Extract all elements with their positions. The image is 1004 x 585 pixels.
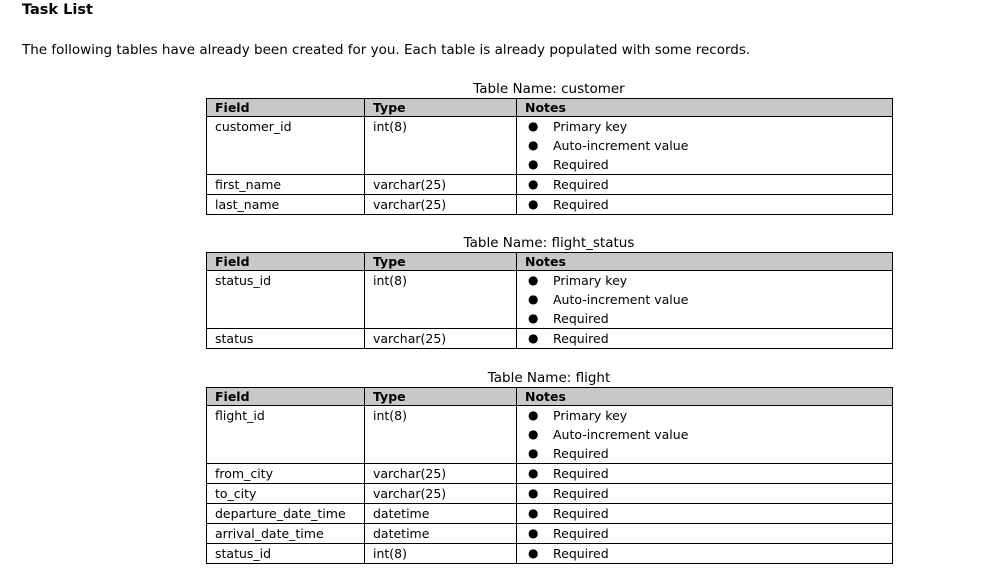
table-block-flight — [206, 370, 892, 564]
type-cell: int(8) — [365, 117, 517, 175]
table-block-flight-status — [206, 235, 892, 349]
notes-cell — [517, 524, 893, 544]
bullet-icon: ● — [528, 427, 539, 441]
bullet-icon: ● — [528, 506, 539, 520]
bullet-icon: ● — [528, 446, 539, 460]
table-name: Table Name: flight — [487, 370, 611, 386]
table-row — [207, 524, 893, 544]
note-item — [525, 309, 892, 328]
bullet-icon: ● — [528, 197, 539, 211]
notes-cell — [517, 406, 893, 464]
table-row — [207, 406, 893, 464]
notes-cell — [517, 329, 893, 349]
notes-list — [525, 504, 892, 523]
table-row — [207, 544, 893, 564]
field-cell: flight_id — [207, 406, 365, 464]
header-type: Type — [365, 388, 517, 406]
note-item — [525, 484, 892, 503]
bullet-icon: ● — [528, 138, 539, 152]
notes-cell — [517, 464, 893, 484]
type-cell: int(8) — [365, 544, 517, 564]
note-text: Primary key — [553, 408, 628, 423]
notes-list — [525, 544, 892, 563]
type-cell: varchar(25) — [365, 484, 517, 504]
table-row — [207, 175, 893, 195]
notes-cell — [517, 544, 893, 564]
header-notes: Notes — [517, 99, 893, 117]
table-row — [207, 195, 893, 215]
header-notes: Notes — [517, 253, 893, 271]
table-row — [207, 484, 893, 504]
bullet-icon: ● — [528, 408, 539, 422]
note-item — [525, 271, 892, 290]
note-text: Required — [553, 466, 609, 481]
type-cell: datetime — [365, 524, 517, 544]
bullet-icon: ● — [528, 311, 539, 325]
notes-list — [525, 117, 892, 174]
intro-text: The following tables have already been created for you. Each table is already populated with some records. — [22, 42, 751, 58]
type-cell: datetime — [365, 504, 517, 524]
notes-list — [525, 524, 892, 543]
header-field: Field — [207, 99, 365, 117]
field-cell: first_name — [207, 175, 365, 195]
field-cell: to_city — [207, 484, 365, 504]
notes-cell — [517, 117, 893, 175]
notes-cell — [517, 195, 893, 215]
bullet-icon: ● — [528, 119, 539, 133]
type-cell: int(8) — [365, 271, 517, 329]
note-text: Required — [553, 546, 609, 561]
table-header-row — [207, 388, 893, 406]
table-header-row — [207, 253, 893, 271]
note-item — [525, 175, 892, 194]
page-title: Task List — [22, 2, 93, 18]
note-text: Required — [553, 177, 609, 192]
header-type: Type — [365, 99, 517, 117]
notes-list — [525, 464, 892, 483]
note-item — [525, 195, 892, 214]
header-field: Field — [207, 388, 365, 406]
bullet-icon: ● — [528, 526, 539, 540]
note-text: Primary key — [553, 273, 628, 288]
note-text: Required — [553, 331, 609, 346]
note-text: Required — [553, 526, 609, 541]
field-cell: last_name — [207, 195, 365, 215]
bullet-icon: ● — [528, 486, 539, 500]
bullet-icon: ● — [528, 466, 539, 480]
header-notes: Notes — [517, 388, 893, 406]
bullet-icon: ● — [528, 273, 539, 287]
note-text: Auto-increment value — [553, 427, 689, 442]
field-cell: status_id — [207, 271, 365, 329]
note-item — [525, 329, 892, 348]
bullet-icon: ● — [528, 177, 539, 191]
type-cell: varchar(25) — [365, 195, 517, 215]
note-text: Primary key — [553, 119, 628, 134]
type-cell: varchar(25) — [365, 329, 517, 349]
type-cell: varchar(25) — [365, 464, 517, 484]
notes-list — [525, 271, 892, 328]
notes-list — [525, 329, 892, 348]
table-row — [207, 329, 893, 349]
note-text: Required — [553, 446, 609, 461]
note-item — [525, 117, 892, 136]
note-item — [525, 464, 892, 483]
note-item — [525, 425, 892, 444]
header-type: Type — [365, 253, 517, 271]
field-cell: status_id — [207, 544, 365, 564]
notes-list — [525, 175, 892, 194]
field-cell: arrival_date_time — [207, 524, 365, 544]
table-row — [207, 271, 893, 329]
note-item — [525, 406, 892, 425]
field-cell: customer_id — [207, 117, 365, 175]
bullet-icon: ● — [528, 331, 539, 345]
bullet-icon: ● — [528, 157, 539, 171]
schema-table — [206, 387, 893, 564]
notes-list — [525, 195, 892, 214]
note-item — [525, 544, 892, 563]
field-cell: from_city — [207, 464, 365, 484]
note-text: Required — [553, 157, 609, 172]
note-item — [525, 524, 892, 543]
bullet-icon: ● — [528, 292, 539, 306]
note-text: Required — [553, 486, 609, 501]
note-text: Required — [553, 197, 609, 212]
schema-table — [206, 252, 893, 349]
note-text: Auto-increment value — [553, 292, 689, 307]
note-item — [525, 444, 892, 463]
notes-cell — [517, 484, 893, 504]
table-row — [207, 504, 893, 524]
note-text: Required — [553, 311, 609, 326]
table-name: Table Name: flight_status — [463, 235, 635, 251]
note-item — [525, 136, 892, 155]
note-item — [525, 155, 892, 174]
notes-cell — [517, 504, 893, 524]
note-text: Required — [553, 506, 609, 521]
table-header-row — [207, 99, 893, 117]
schema-table — [206, 98, 893, 215]
table-row — [207, 464, 893, 484]
note-item — [525, 504, 892, 523]
field-cell: status — [207, 329, 365, 349]
table-row — [207, 117, 893, 175]
notes-list — [525, 484, 892, 503]
header-field: Field — [207, 253, 365, 271]
notes-cell — [517, 175, 893, 195]
type-cell: varchar(25) — [365, 175, 517, 195]
note-text: Auto-increment value — [553, 138, 689, 153]
note-item — [525, 290, 892, 309]
type-cell: int(8) — [365, 406, 517, 464]
notes-list — [525, 406, 892, 463]
table-name: Table Name: customer — [473, 81, 625, 97]
table-block-customer — [206, 81, 892, 215]
bullet-icon: ● — [528, 546, 539, 560]
field-cell: departure_date_time — [207, 504, 365, 524]
notes-cell — [517, 271, 893, 329]
